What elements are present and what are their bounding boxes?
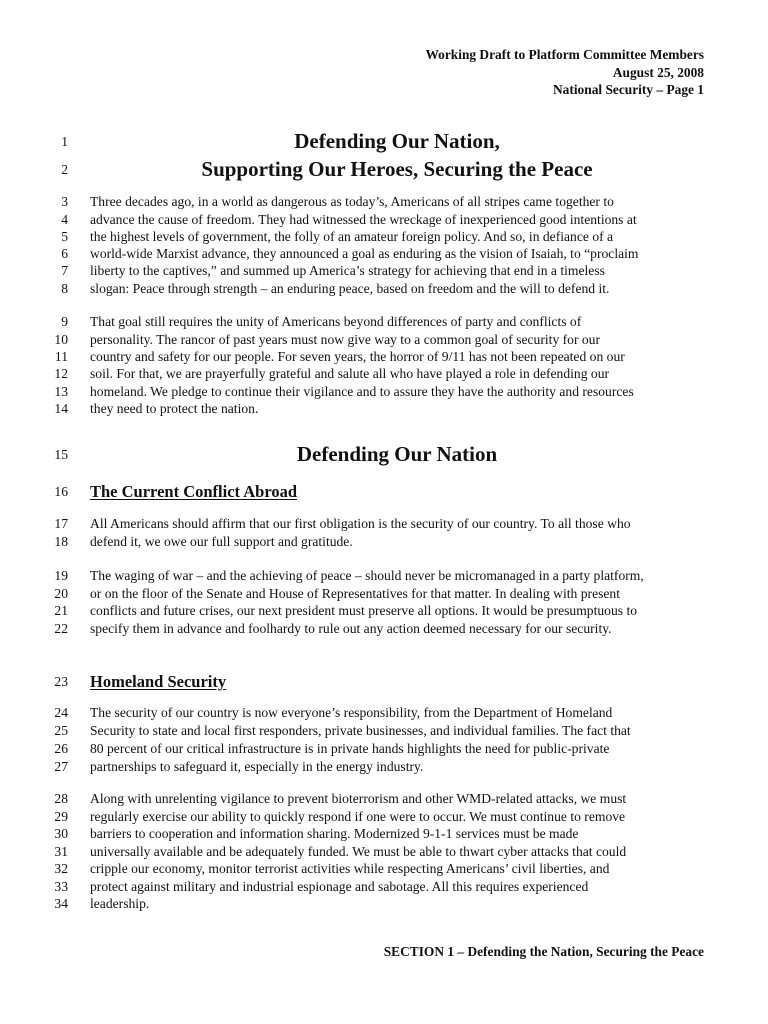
header-page: National Security – Page 1 bbox=[553, 82, 704, 97]
line-number: 33 bbox=[54, 879, 68, 894]
line-text: Three decades ago, in a world as dangerous as today’s, Americans of all stripes came together to bbox=[90, 194, 614, 209]
line-text: The waging of war – and the achieving of peace – should never be micromanaged in a party platform, bbox=[90, 568, 644, 583]
line-text: world-wide Marxist advance, they announced a goal as enduring as the vision of Isaiah, to “proclaim bbox=[90, 246, 639, 261]
header-line-1: Working Draft to Platform Committee Members bbox=[425, 47, 704, 62]
line-number: 31 bbox=[54, 844, 68, 859]
line-number: 16 bbox=[54, 484, 68, 499]
line-text: advance the cause of freedom. They had witnessed the wreckage of inexperienced good intentions at bbox=[90, 212, 637, 227]
line-text: conflicts and future crises, our next president must preserve all options. It would be presumptuous to bbox=[90, 603, 638, 618]
page-footer: SECTION 1 – Defending the Nation, Securing the Peace bbox=[383, 944, 704, 959]
line-text: regularly exercise our ability to quickly respond if one were to occur. We must continue to remove bbox=[90, 809, 626, 824]
line-text: the highest levels of government, the folly of an amateur foreign policy. And so, in defiance of a bbox=[90, 229, 614, 244]
line-text: defend it, we owe our full support and gratitude. bbox=[90, 534, 353, 549]
line-number: 10 bbox=[54, 332, 68, 347]
line-number: 19 bbox=[54, 568, 68, 583]
line-text: Supporting Our Heroes, Securing the Peace bbox=[201, 157, 593, 181]
line-number: 5 bbox=[61, 229, 68, 244]
line-text: Along with unrelenting vigilance to prevent bioterrorism and other WMD-related attacks, we must bbox=[90, 791, 627, 806]
line-text: cripple our economy, monitor terrorist activities while respecting Americans’ civil liberties, and bbox=[90, 861, 610, 876]
line-text: The Current Conflict Abroad bbox=[90, 482, 298, 501]
line-text: universally available and be adequately funded. We must be able to thwart cyber attacks that could bbox=[90, 844, 627, 859]
line-number: 22 bbox=[54, 621, 68, 636]
line-text: Security to state and local first responders, private businesses, and individual families. The fact that bbox=[90, 723, 631, 738]
line-text: specify them in advance and foolhardy to rule out any action deemed necessary for our security. bbox=[90, 621, 612, 636]
line-number: 7 bbox=[61, 263, 68, 278]
line-number: 27 bbox=[54, 759, 68, 774]
line-text: Defending Our Nation bbox=[296, 442, 498, 466]
line-text: barriers to cooperation and information sharing. Modernized 9-1-1 services must be made bbox=[90, 826, 579, 841]
line-number: 15 bbox=[54, 447, 68, 462]
line-text: Defending Our Nation, bbox=[294, 129, 500, 153]
line-text: liberty to the captives,” and summed up America’s strategy for achieving that end in a timeless bbox=[90, 263, 605, 278]
line-text: personality. The rancor of past years must now give way to a common goal of security for our bbox=[90, 332, 601, 347]
line-text: leadership. bbox=[90, 896, 150, 911]
header-date: August 25, 2008 bbox=[612, 64, 704, 80]
line-number: 17 bbox=[54, 516, 68, 531]
line-text: they need to protect the nation. bbox=[90, 401, 259, 416]
document-header bbox=[425, 46, 704, 99]
line-number: 1 bbox=[61, 134, 68, 149]
line-text: soil. For that, we are prayerfully grateful and salute all who have played a role in defending our bbox=[90, 366, 610, 381]
line-number: 32 bbox=[54, 861, 68, 876]
line-text: country and safety for our people. For seven years, the horror of 9/11 has not been repeated on our bbox=[90, 349, 625, 364]
line-number: 34 bbox=[54, 896, 68, 911]
line-number: 3 bbox=[61, 194, 68, 209]
line-text: homeland. We pledge to continue their vigilance and to assure they have the authority and resources bbox=[90, 384, 634, 399]
line-number: 11 bbox=[54, 349, 68, 364]
line-number: 12 bbox=[54, 366, 68, 381]
line-number: 26 bbox=[54, 741, 68, 756]
line-text: All Americans should affirm that our first obligation is the security of our country. To all those who bbox=[90, 516, 631, 531]
line-number: 18 bbox=[54, 534, 68, 549]
line-number: 6 bbox=[61, 246, 68, 261]
line-number: 23 bbox=[54, 674, 68, 689]
line-text: partnerships to safeguard it, especially in the energy industry. bbox=[90, 759, 424, 774]
line-number: 4 bbox=[61, 212, 68, 227]
line-number: 2 bbox=[61, 162, 68, 177]
line-number: 25 bbox=[54, 723, 68, 738]
line-text: The security of our country is now everyone’s responsibility, from the Department of Homeland bbox=[90, 705, 613, 720]
line-number: 28 bbox=[54, 791, 68, 806]
line-text: 80 percent of our critical infrastructure is in private hands highlights the need for public-private bbox=[90, 741, 610, 756]
line-text: protect against military and industrial espionage and sabotage. All this requires experienced bbox=[90, 879, 589, 894]
line-number: 30 bbox=[54, 826, 68, 841]
line-number: 13 bbox=[54, 384, 68, 399]
line-text: Homeland Security bbox=[90, 672, 227, 691]
line-number: 9 bbox=[61, 314, 68, 329]
line-text: slogan: Peace through strength – an enduring peace, based on freedom and the will to defend it. bbox=[90, 281, 610, 296]
line-number: 24 bbox=[54, 705, 68, 720]
line-number: 8 bbox=[61, 281, 68, 296]
line-number: 20 bbox=[54, 586, 68, 601]
line-text: or on the floor of the Senate and House of Representatives for that matter. In dealing with present bbox=[90, 586, 620, 601]
line-number: 21 bbox=[54, 603, 68, 618]
line-number: 14 bbox=[54, 401, 68, 416]
line-text: That goal still requires the unity of Americans beyond differences of party and conflicts of bbox=[90, 314, 582, 329]
line-number: 29 bbox=[54, 809, 68, 824]
